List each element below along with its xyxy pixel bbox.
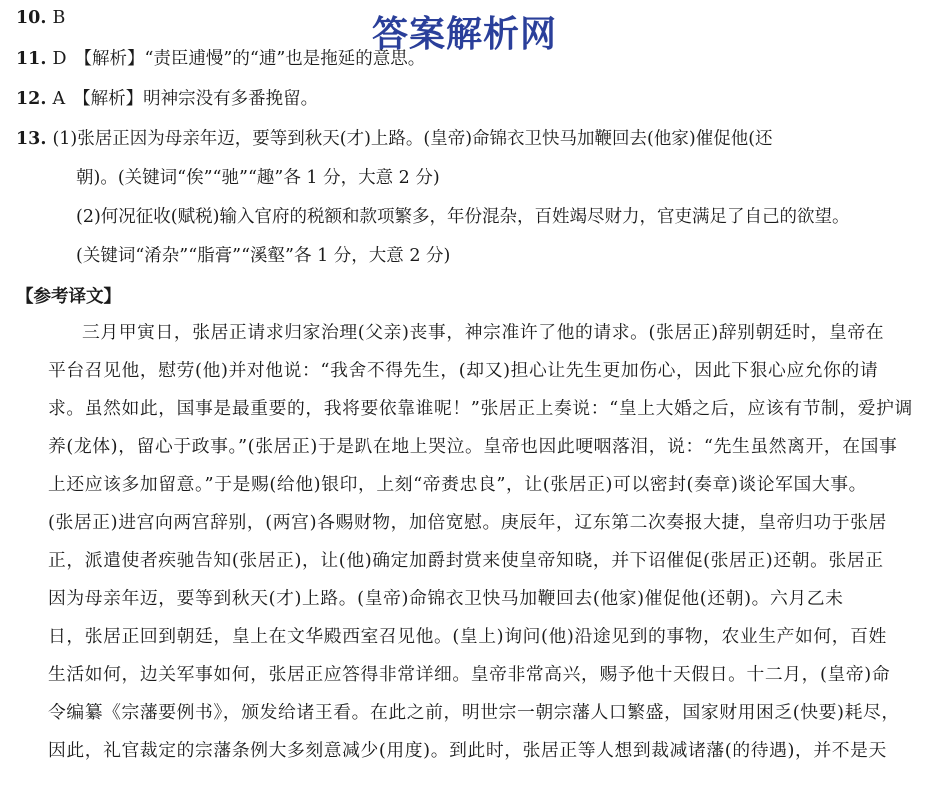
translation-line: 因为母亲年迈，要等到秋天(才)上路。(皇帝)命锦衣卫快马加鞭回去(他家)催促他(还朝)。六月乙未 <box>48 588 844 609</box>
answer-number: 11. <box>16 49 47 69</box>
analysis-tag: 【解析】 <box>74 49 145 69</box>
answer-text: (1)张居正因为母亲年迈，要等到秋天(才)上路。(皇帝)命锦衣卫快马加鞭回去(他家)催促他(还 <box>52 129 773 149</box>
answer-choice: D <box>52 49 67 69</box>
answer-13-part2-line2: (关键词“淆杂”“脂膏”“溪壑”各 1 分，大意 2 分) <box>76 246 451 266</box>
translation-line: 正，派遣使者疾驰告知(张居正)，让(他)确定加爵封赏来使皇帝知晓，并下诏催促(张居正)还朝。张居正 <box>48 550 884 571</box>
answer-13-part1-line1 <box>16 125 931 153</box>
analysis-tag: 【解析】 <box>73 89 144 109</box>
answer-10 <box>16 4 931 32</box>
translation-line: 三月甲寅日，张居正请求归家治理(父亲)丧事，神宗准许了他的请求。(张居正)辞别朝廷时，皇帝在 <box>82 322 885 343</box>
translation-line: 上还应该多加留意。”于是赐(给他)银印，上刻“帝赉忠良”，让(张居正)可以密封(奏章)谈论军国大事。 <box>48 474 868 495</box>
translation-line: 因此，礼官裁定的宗藩条例大多刻意减少(用度)。到此时，张居正等人想到裁减诸藩(的待遇)，并不是天 <box>48 740 887 761</box>
answer-11 <box>16 45 931 73</box>
section-title: 【参考译文】 <box>16 287 121 307</box>
analysis-text: 明神宗没有多番挽留。 <box>143 89 319 109</box>
translation-line: 令编纂《宗藩要例书》，颁发给诸王看。在此之前，明世宗一朝宗藩人口繁盛，国家财用困乏(快要)耗尽， <box>48 702 900 723</box>
answer-number: 10. <box>16 8 47 28</box>
answer-number: 12. <box>16 89 47 109</box>
answer-13-part1-line2: 朝)。(关键词“俟”“驰”“趣”各 1 分，大意 2 分) <box>76 168 440 188</box>
answer-number: 13. <box>16 129 47 149</box>
translation-line: 生活如何，边关军事如何，张居正应答得非常详细。皇帝非常高兴，赐予他十天假日。十二月，(皇帝)命 <box>48 664 891 685</box>
analysis-text: “责臣逋慢”的“逋”也是拖延的意思。 <box>144 49 426 69</box>
translation-line: 求。虽然如此，国事是最重要的，我将要依靠谁呢！”张居正上奏说：“皇上大婚之后，应该有节制，爱护调 <box>48 398 913 419</box>
answer-12 <box>16 85 931 113</box>
translation-line: (张居正)进宫向两宫辞别，(两宫)各赐财物，加倍宽慰。庚辰年，辽东第二次奏报大捷，皇帝归功于张居 <box>48 512 887 533</box>
translation-line: 日，张居正回到朝廷，皇上在文华殿西室召见他。(皇上)询问(他)沿途见到的事物，农业生产如何，百姓 <box>48 626 887 647</box>
answer-13-part2-line1: (2)何况征收(赋税)输入官府的税额和款项繁多，年份混杂，百姓竭尽财力，官吏满足了自己的欲望。 <box>76 207 850 227</box>
answer-choice: B <box>52 8 66 28</box>
answer-choice: A <box>52 89 66 109</box>
translation-line: 平台召见他，慰劳(他)并对他说：“我舍不得先生，(却又)担心让先生更加伤心，因此下狠心应允你的请 <box>48 360 879 381</box>
translation-line: 养(龙体)，留心于政事。”(张居正)于是趴在地上哭泣。皇帝也因此哽咽落泪，说：“先生虽然离开，在国事 <box>48 436 898 457</box>
watermark: 答案解析网 <box>372 14 558 55</box>
